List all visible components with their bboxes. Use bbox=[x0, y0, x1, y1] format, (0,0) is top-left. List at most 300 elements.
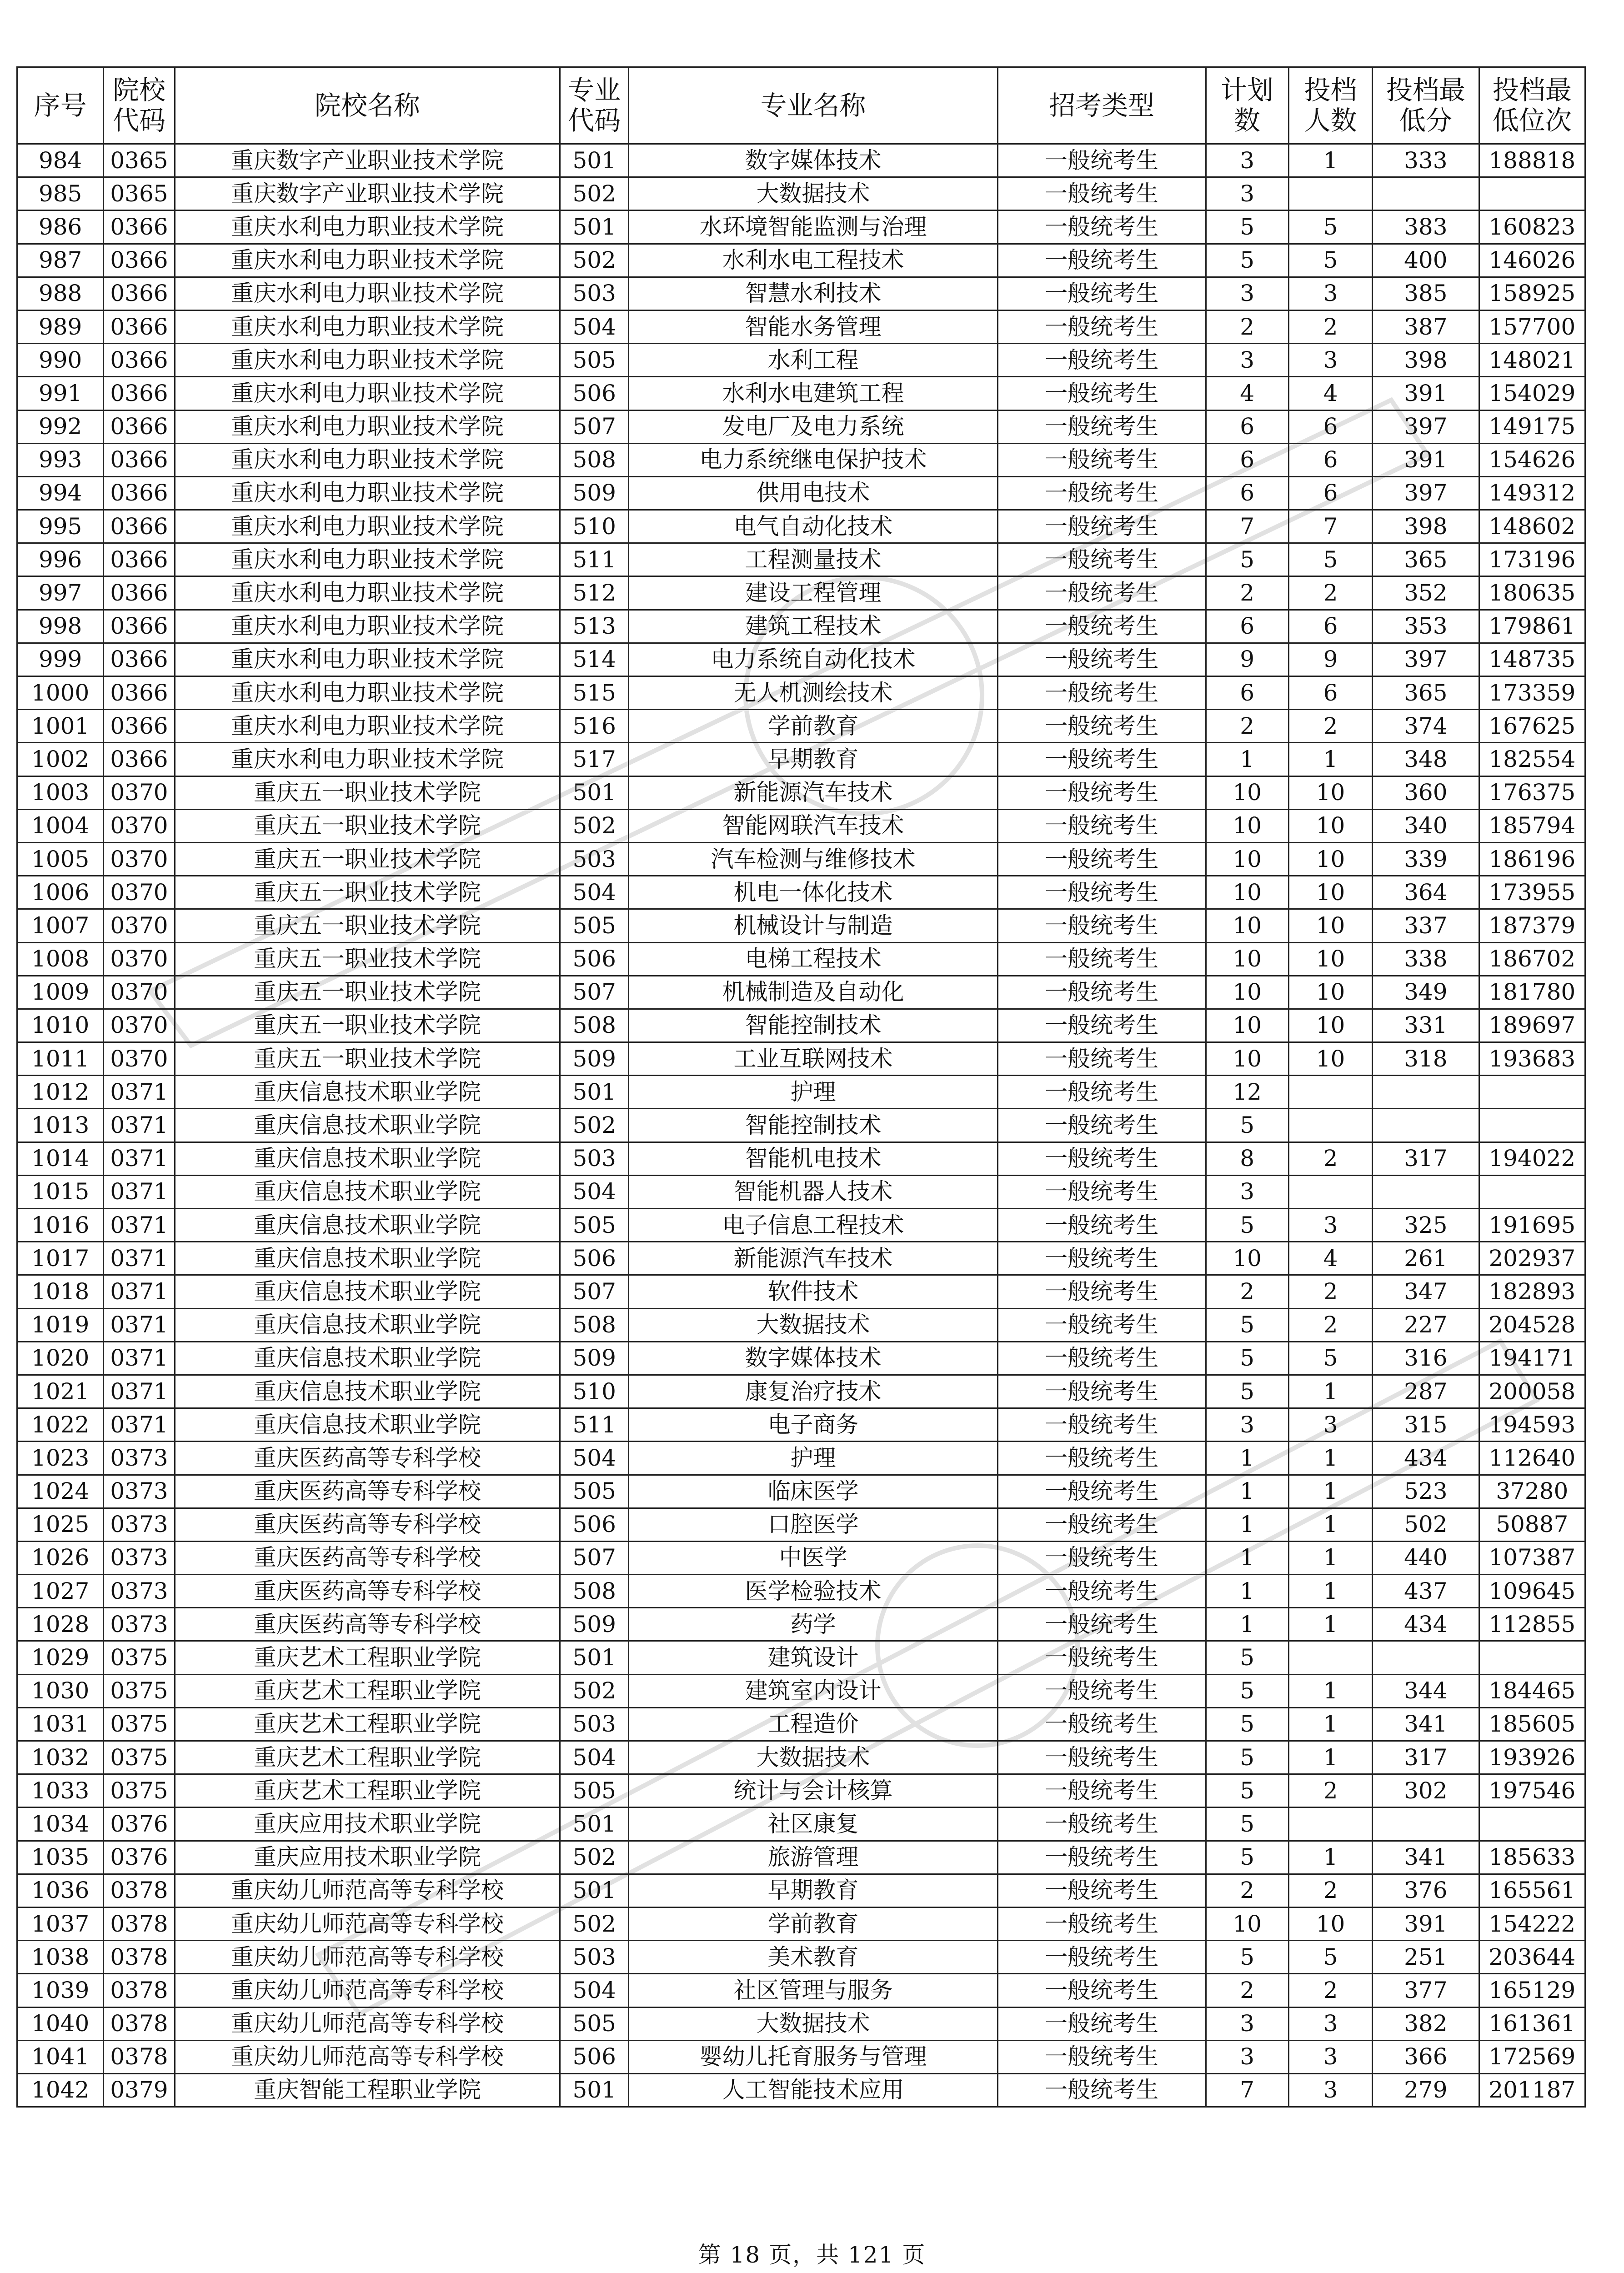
cell-school-code: 0370 bbox=[104, 909, 175, 942]
cell-school-name: 重庆水利电力职业技术学院 bbox=[175, 576, 560, 610]
table-row bbox=[17, 610, 1585, 643]
cell-major-code: 505 bbox=[560, 1209, 629, 1242]
cell-seq: 989 bbox=[17, 310, 104, 343]
cell-category: 一般统考生 bbox=[997, 1774, 1206, 1807]
cell-seq: 1026 bbox=[17, 1541, 104, 1574]
cell-category: 一般统考生 bbox=[997, 310, 1206, 343]
cell-major-name: 早期教育 bbox=[629, 743, 997, 776]
cell-seq: 1012 bbox=[17, 1076, 104, 1109]
cell-admitted: 2 bbox=[1288, 1142, 1372, 1175]
cell-admitted: 2 bbox=[1288, 1774, 1372, 1807]
cell-seq: 1000 bbox=[17, 676, 104, 710]
cell-major-name: 大数据技术 bbox=[629, 177, 997, 210]
cell-min-score: 397 bbox=[1373, 476, 1479, 510]
cell-major-name: 护理 bbox=[629, 1076, 997, 1109]
cell-school-name: 重庆五一职业技术学院 bbox=[175, 876, 560, 909]
cell-plan: 1 bbox=[1206, 1541, 1288, 1574]
cell-major-code: 504 bbox=[560, 1442, 629, 1475]
cell-seq: 1036 bbox=[17, 1874, 104, 1907]
cell-school-name: 重庆艺术工程职业学院 bbox=[175, 1741, 560, 1774]
cell-min-rank: 185605 bbox=[1479, 1707, 1585, 1741]
cell-min-score: 364 bbox=[1373, 876, 1479, 909]
cell-plan: 3 bbox=[1206, 1175, 1288, 1208]
cell-major-code: 504 bbox=[560, 310, 629, 343]
cell-major-code: 501 bbox=[560, 1641, 629, 1674]
cell-major-code: 508 bbox=[560, 1009, 629, 1042]
cell-min-score: 398 bbox=[1373, 510, 1479, 543]
header-school-name: 院校名称 bbox=[175, 67, 560, 144]
cell-category: 一般统考生 bbox=[997, 1209, 1206, 1242]
cell-category: 一般统考生 bbox=[997, 1275, 1206, 1308]
header-admitted: 投档人数 bbox=[1288, 67, 1372, 144]
cell-min-rank: 186196 bbox=[1479, 842, 1585, 876]
cell-min-rank: 176375 bbox=[1479, 776, 1585, 809]
cell-min-score: 387 bbox=[1373, 310, 1479, 343]
cell-seq: 997 bbox=[17, 576, 104, 610]
cell-category: 一般统考生 bbox=[997, 876, 1206, 909]
cell-seq: 984 bbox=[17, 144, 104, 177]
cell-school-code: 0371 bbox=[104, 1408, 175, 1442]
table-row bbox=[17, 1475, 1585, 1508]
cell-school-name: 重庆智能工程职业学院 bbox=[175, 2073, 560, 2107]
cell-seq: 998 bbox=[17, 610, 104, 643]
cell-category: 一般统考生 bbox=[997, 2007, 1206, 2040]
cell-major-code: 503 bbox=[560, 1707, 629, 1741]
cell-major-code: 510 bbox=[560, 510, 629, 543]
cell-min-rank: 154222 bbox=[1479, 1907, 1585, 1940]
cell-min-score: 352 bbox=[1373, 576, 1479, 610]
cell-major-code: 507 bbox=[560, 1541, 629, 1574]
cell-min-rank: 161361 bbox=[1479, 2007, 1585, 2040]
cell-category: 一般统考生 bbox=[997, 1707, 1206, 1741]
table-row bbox=[17, 1442, 1585, 1475]
cell-category: 一般统考生 bbox=[997, 2040, 1206, 2073]
cell-major-code: 506 bbox=[560, 377, 629, 410]
cell-category: 一般统考生 bbox=[997, 377, 1206, 410]
cell-seq: 1027 bbox=[17, 1575, 104, 1608]
cell-school-code: 0378 bbox=[104, 2007, 175, 2040]
cell-min-rank: 197546 bbox=[1479, 1774, 1585, 1807]
cell-major-name: 智能控制技术 bbox=[629, 1009, 997, 1042]
cell-seq: 1017 bbox=[17, 1242, 104, 1275]
cell-school-name: 重庆信息技术职业学院 bbox=[175, 1142, 560, 1175]
cell-plan: 6 bbox=[1206, 443, 1288, 476]
cell-min-rank: 189697 bbox=[1479, 1009, 1585, 1042]
cell-seq: 1016 bbox=[17, 1209, 104, 1242]
cell-school-name: 重庆艺术工程职业学院 bbox=[175, 1707, 560, 1741]
header-min-score: 投档最低分 bbox=[1373, 67, 1479, 144]
cell-major-code: 509 bbox=[560, 1342, 629, 1375]
cell-major-name: 供用电技术 bbox=[629, 476, 997, 510]
table-row bbox=[17, 776, 1585, 809]
cell-major-name: 统计与会计核算 bbox=[629, 1774, 997, 1807]
cell-category: 一般统考生 bbox=[997, 144, 1206, 177]
cell-admitted: 3 bbox=[1288, 1209, 1372, 1242]
cell-admitted: 1 bbox=[1288, 1674, 1372, 1707]
cell-min-rank: 193926 bbox=[1479, 1741, 1585, 1774]
cell-school-name: 重庆信息技术职业学院 bbox=[175, 1275, 560, 1308]
cell-school-name: 重庆医药高等专科学校 bbox=[175, 1508, 560, 1541]
cell-major-name: 临床医学 bbox=[629, 1475, 997, 1508]
cell-major-code: 501 bbox=[560, 1874, 629, 1907]
cell-admitted: 4 bbox=[1288, 377, 1372, 410]
cell-min-rank: 172569 bbox=[1479, 2040, 1585, 2073]
cell-school-name: 重庆信息技术职业学院 bbox=[175, 1175, 560, 1208]
cell-min-rank: 185633 bbox=[1479, 1841, 1585, 1874]
cell-category: 一般统考生 bbox=[997, 1375, 1206, 1408]
table-row bbox=[17, 1641, 1585, 1674]
cell-plan: 5 bbox=[1206, 1774, 1288, 1807]
cell-admitted bbox=[1288, 1109, 1372, 1142]
cell-min-rank: 194171 bbox=[1479, 1342, 1585, 1375]
cell-school-name: 重庆五一职业技术学院 bbox=[175, 776, 560, 809]
cell-min-rank: 149175 bbox=[1479, 410, 1585, 443]
cell-major-name: 建筑设计 bbox=[629, 1641, 997, 1674]
cell-major-code: 504 bbox=[560, 876, 629, 909]
cell-major-name: 工程测量技术 bbox=[629, 543, 997, 576]
cell-school-name: 重庆信息技术职业学院 bbox=[175, 1308, 560, 1342]
cell-major-code: 501 bbox=[560, 144, 629, 177]
cell-school-name: 重庆医药高等专科学校 bbox=[175, 1541, 560, 1574]
cell-min-rank: 185794 bbox=[1479, 809, 1585, 842]
cell-admitted: 1 bbox=[1288, 1707, 1372, 1741]
cell-category: 一般统考生 bbox=[997, 710, 1206, 743]
cell-seq: 1019 bbox=[17, 1308, 104, 1342]
cell-admitted: 5 bbox=[1288, 1941, 1372, 1974]
cell-admitted: 2 bbox=[1288, 1308, 1372, 1342]
cell-plan: 7 bbox=[1206, 510, 1288, 543]
cell-category: 一般统考生 bbox=[997, 1175, 1206, 1208]
cell-school-code: 0376 bbox=[104, 1841, 175, 1874]
cell-min-rank: 182893 bbox=[1479, 1275, 1585, 1308]
cell-category: 一般统考生 bbox=[997, 1974, 1206, 2007]
cell-min-score: 434 bbox=[1373, 1608, 1479, 1641]
cell-major-code: 508 bbox=[560, 1575, 629, 1608]
cell-min-score: 398 bbox=[1373, 344, 1479, 377]
cell-major-code: 512 bbox=[560, 576, 629, 610]
cell-school-name: 重庆水利电力职业技术学院 bbox=[175, 310, 560, 343]
cell-seq: 1031 bbox=[17, 1707, 104, 1741]
cell-min-rank: 149312 bbox=[1479, 476, 1585, 510]
cell-school-code: 0370 bbox=[104, 1009, 175, 1042]
cell-min-score: 227 bbox=[1373, 1308, 1479, 1342]
cell-major-code: 505 bbox=[560, 909, 629, 942]
cell-school-name: 重庆水利电力职业技术学院 bbox=[175, 510, 560, 543]
cell-min-rank: 157700 bbox=[1479, 310, 1585, 343]
cell-min-score: 287 bbox=[1373, 1375, 1479, 1408]
cell-major-name: 社区管理与服务 bbox=[629, 1974, 997, 2007]
cell-school-code: 0373 bbox=[104, 1475, 175, 1508]
cell-min-rank: 160823 bbox=[1479, 210, 1585, 244]
cell-major-name: 电子信息工程技术 bbox=[629, 1209, 997, 1242]
cell-admitted bbox=[1288, 1175, 1372, 1208]
cell-min-rank: 194022 bbox=[1479, 1142, 1585, 1175]
cell-major-name: 新能源汽车技术 bbox=[629, 776, 997, 809]
cell-min-score: 397 bbox=[1373, 410, 1479, 443]
cell-category: 一般统考生 bbox=[997, 1442, 1206, 1475]
cell-min-score: 341 bbox=[1373, 1707, 1479, 1741]
table-row bbox=[17, 1042, 1585, 1076]
cell-min-rank: 165129 bbox=[1479, 1974, 1585, 2007]
cell-seq: 1029 bbox=[17, 1641, 104, 1674]
cell-major-name: 学前教育 bbox=[629, 710, 997, 743]
cell-admitted: 2 bbox=[1288, 710, 1372, 743]
cell-school-code: 0366 bbox=[104, 576, 175, 610]
cell-min-score: 315 bbox=[1373, 1408, 1479, 1442]
cell-school-name: 重庆五一职业技术学院 bbox=[175, 842, 560, 876]
table-row bbox=[17, 1308, 1585, 1342]
cell-school-code: 0366 bbox=[104, 344, 175, 377]
cell-plan: 12 bbox=[1206, 1076, 1288, 1109]
cell-seq: 1008 bbox=[17, 942, 104, 976]
cell-category: 一般统考生 bbox=[997, 776, 1206, 809]
cell-school-code: 0371 bbox=[104, 1308, 175, 1342]
cell-plan: 10 bbox=[1206, 976, 1288, 1009]
cell-school-code: 0366 bbox=[104, 676, 175, 710]
cell-school-name: 重庆应用技术职业学院 bbox=[175, 1807, 560, 1841]
cell-school-name: 重庆水利电力职业技术学院 bbox=[175, 543, 560, 576]
cell-major-name: 口腔医学 bbox=[629, 1508, 997, 1541]
cell-admitted: 3 bbox=[1288, 1408, 1372, 1442]
cell-admitted: 2 bbox=[1288, 1974, 1372, 2007]
cell-major-code: 507 bbox=[560, 410, 629, 443]
cell-school-code: 0371 bbox=[104, 1209, 175, 1242]
table-row bbox=[17, 1608, 1585, 1641]
cell-min-rank bbox=[1479, 1109, 1585, 1142]
cell-admitted: 1 bbox=[1288, 1741, 1372, 1774]
cell-category: 一般统考生 bbox=[997, 1109, 1206, 1142]
cell-major-code: 502 bbox=[560, 809, 629, 842]
header-major-name: 专业名称 bbox=[629, 67, 997, 144]
cell-school-name: 重庆水利电力职业技术学院 bbox=[175, 743, 560, 776]
cell-school-name: 重庆幼儿师范高等专科学校 bbox=[175, 2007, 560, 2040]
cell-plan: 5 bbox=[1206, 1109, 1288, 1142]
cell-min-score: 391 bbox=[1373, 1907, 1479, 1940]
cell-major-name: 中医学 bbox=[629, 1541, 997, 1574]
cell-school-code: 0375 bbox=[104, 1641, 175, 1674]
cell-school-code: 0371 bbox=[104, 1076, 175, 1109]
cell-min-score: 397 bbox=[1373, 643, 1479, 676]
cell-min-rank: 148602 bbox=[1479, 510, 1585, 543]
cell-min-rank: 109645 bbox=[1479, 1575, 1585, 1608]
cell-plan: 2 bbox=[1206, 310, 1288, 343]
cell-major-code: 505 bbox=[560, 2007, 629, 2040]
cell-seq: 1037 bbox=[17, 1907, 104, 1940]
cell-min-score: 279 bbox=[1373, 2073, 1479, 2107]
cell-school-code: 0373 bbox=[104, 1541, 175, 1574]
cell-plan: 6 bbox=[1206, 410, 1288, 443]
cell-major-code: 505 bbox=[560, 1475, 629, 1508]
cell-major-name: 大数据技术 bbox=[629, 1308, 997, 1342]
cell-seq: 1018 bbox=[17, 1275, 104, 1308]
table-row bbox=[17, 1707, 1585, 1741]
cell-seq: 992 bbox=[17, 410, 104, 443]
cell-school-name: 重庆水利电力职业技术学院 bbox=[175, 210, 560, 244]
cell-major-code: 503 bbox=[560, 1941, 629, 1974]
cell-min-score: 348 bbox=[1373, 743, 1479, 776]
table-row bbox=[17, 710, 1585, 743]
cell-school-name: 重庆水利电力职业技术学院 bbox=[175, 643, 560, 676]
cell-major-name: 电梯工程技术 bbox=[629, 942, 997, 976]
table-row bbox=[17, 1109, 1585, 1142]
cell-school-name: 重庆信息技术职业学院 bbox=[175, 1242, 560, 1275]
cell-min-rank: 50887 bbox=[1479, 1508, 1585, 1541]
cell-school-name: 重庆艺术工程职业学院 bbox=[175, 1641, 560, 1674]
cell-min-score: 353 bbox=[1373, 610, 1479, 643]
cell-school-code: 0366 bbox=[104, 443, 175, 476]
cell-min-rank: 165561 bbox=[1479, 1874, 1585, 1907]
cell-min-rank: 112855 bbox=[1479, 1608, 1585, 1641]
cell-major-code: 515 bbox=[560, 676, 629, 710]
table-row bbox=[17, 310, 1585, 343]
cell-admitted: 1 bbox=[1288, 1375, 1372, 1408]
cell-admitted: 10 bbox=[1288, 809, 1372, 842]
cell-min-rank: 188818 bbox=[1479, 144, 1585, 177]
cell-admitted: 10 bbox=[1288, 909, 1372, 942]
cell-admitted: 2 bbox=[1288, 310, 1372, 343]
cell-plan: 10 bbox=[1206, 1042, 1288, 1076]
cell-plan: 10 bbox=[1206, 809, 1288, 842]
cell-category: 一般统考生 bbox=[997, 1741, 1206, 1774]
table-row bbox=[17, 1874, 1585, 1907]
cell-plan: 2 bbox=[1206, 710, 1288, 743]
admission-table bbox=[16, 66, 1586, 2108]
cell-min-score: 339 bbox=[1373, 842, 1479, 876]
cell-major-code: 502 bbox=[560, 1841, 629, 1874]
cell-admitted: 5 bbox=[1288, 1342, 1372, 1375]
cell-category: 一般统考生 bbox=[997, 942, 1206, 976]
cell-min-rank: 186702 bbox=[1479, 942, 1585, 976]
cell-plan: 10 bbox=[1206, 1907, 1288, 1940]
cell-min-score: 434 bbox=[1373, 1442, 1479, 1475]
cell-major-name: 智慧水利技术 bbox=[629, 277, 997, 310]
cell-seq: 1009 bbox=[17, 976, 104, 1009]
cell-admitted: 3 bbox=[1288, 2007, 1372, 2040]
cell-school-code: 0370 bbox=[104, 842, 175, 876]
cell-school-name: 重庆水利电力职业技术学院 bbox=[175, 377, 560, 410]
cell-admitted: 4 bbox=[1288, 1242, 1372, 1275]
table-row bbox=[17, 1674, 1585, 1707]
table-row bbox=[17, 1408, 1585, 1442]
cell-seq: 991 bbox=[17, 377, 104, 410]
cell-min-score: 523 bbox=[1373, 1475, 1479, 1508]
cell-plan: 10 bbox=[1206, 876, 1288, 909]
cell-school-name: 重庆五一职业技术学院 bbox=[175, 909, 560, 942]
cell-major-name: 早期教育 bbox=[629, 1874, 997, 1907]
cell-major-code: 501 bbox=[560, 2073, 629, 2107]
cell-min-score: 502 bbox=[1373, 1508, 1479, 1541]
table-row bbox=[17, 1541, 1585, 1574]
cell-plan: 3 bbox=[1206, 177, 1288, 210]
cell-seq: 1001 bbox=[17, 710, 104, 743]
cell-school-code: 0375 bbox=[104, 1774, 175, 1807]
table-row bbox=[17, 377, 1585, 410]
table-row bbox=[17, 2073, 1585, 2107]
cell-admitted: 2 bbox=[1288, 1275, 1372, 1308]
cell-school-code: 0370 bbox=[104, 809, 175, 842]
cell-category: 一般统考生 bbox=[997, 443, 1206, 476]
cell-school-code: 0371 bbox=[104, 1109, 175, 1142]
cell-min-score: 318 bbox=[1373, 1042, 1479, 1076]
cell-major-name: 大数据技术 bbox=[629, 1741, 997, 1774]
cell-admitted: 10 bbox=[1288, 942, 1372, 976]
cell-min-score: 316 bbox=[1373, 1342, 1479, 1375]
cell-school-name: 重庆幼儿师范高等专科学校 bbox=[175, 1941, 560, 1974]
cell-admitted: 10 bbox=[1288, 1009, 1372, 1042]
table-header-row bbox=[17, 67, 1585, 144]
cell-plan: 3 bbox=[1206, 344, 1288, 377]
cell-plan: 5 bbox=[1206, 1941, 1288, 1974]
header-seq: 序号 bbox=[17, 67, 104, 144]
cell-plan: 3 bbox=[1206, 144, 1288, 177]
cell-seq: 1015 bbox=[17, 1175, 104, 1208]
cell-seq: 1034 bbox=[17, 1807, 104, 1841]
cell-min-score: 382 bbox=[1373, 2007, 1479, 2040]
table-row bbox=[17, 1242, 1585, 1275]
cell-plan: 6 bbox=[1206, 476, 1288, 510]
cell-min-score: 391 bbox=[1373, 443, 1479, 476]
table-row bbox=[17, 1508, 1585, 1541]
cell-major-name: 机械设计与制造 bbox=[629, 909, 997, 942]
cell-seq: 1010 bbox=[17, 1009, 104, 1042]
table-row bbox=[17, 1009, 1585, 1042]
cell-major-name: 无人机测绘技术 bbox=[629, 676, 997, 710]
cell-major-name: 建设工程管理 bbox=[629, 576, 997, 610]
cell-major-code: 506 bbox=[560, 1242, 629, 1275]
cell-plan: 1 bbox=[1206, 1508, 1288, 1541]
cell-school-code: 0378 bbox=[104, 1941, 175, 1974]
cell-min-score: 383 bbox=[1373, 210, 1479, 244]
cell-major-code: 511 bbox=[560, 543, 629, 576]
cell-category: 一般统考生 bbox=[997, 643, 1206, 676]
cell-category: 一般统考生 bbox=[997, 510, 1206, 543]
table-row bbox=[17, 1375, 1585, 1408]
table-row bbox=[17, 1941, 1585, 1974]
cell-admitted: 3 bbox=[1288, 2040, 1372, 2073]
cell-seq: 1035 bbox=[17, 1841, 104, 1874]
header-major-code: 专业代码 bbox=[560, 67, 629, 144]
cell-category: 一般统考生 bbox=[997, 809, 1206, 842]
cell-admitted: 1 bbox=[1288, 1541, 1372, 1574]
cell-plan: 10 bbox=[1206, 942, 1288, 976]
cell-min-score bbox=[1373, 1175, 1479, 1208]
cell-min-score: 366 bbox=[1373, 2040, 1479, 2073]
table-row bbox=[17, 643, 1585, 676]
cell-admitted: 5 bbox=[1288, 210, 1372, 244]
cell-min-score: 365 bbox=[1373, 676, 1479, 710]
cell-seq: 1004 bbox=[17, 809, 104, 842]
cell-school-name: 重庆信息技术职业学院 bbox=[175, 1109, 560, 1142]
cell-min-rank: 173359 bbox=[1479, 676, 1585, 710]
cell-category: 一般统考生 bbox=[997, 1874, 1206, 1907]
cell-school-name: 重庆幼儿师范高等专科学校 bbox=[175, 2040, 560, 2073]
cell-plan: 10 bbox=[1206, 776, 1288, 809]
table-row bbox=[17, 1575, 1585, 1608]
cell-school-name: 重庆五一职业技术学院 bbox=[175, 809, 560, 842]
cell-plan: 1 bbox=[1206, 1575, 1288, 1608]
cell-category: 一般统考生 bbox=[997, 177, 1206, 210]
cell-seq: 1041 bbox=[17, 2040, 104, 2073]
cell-min-score bbox=[1373, 1807, 1479, 1841]
cell-category: 一般统考生 bbox=[997, 476, 1206, 510]
cell-school-code: 0370 bbox=[104, 942, 175, 976]
cell-min-score: 377 bbox=[1373, 1974, 1479, 2007]
table-row bbox=[17, 976, 1585, 1009]
cell-plan: 10 bbox=[1206, 842, 1288, 876]
cell-major-code: 514 bbox=[560, 643, 629, 676]
table-row bbox=[17, 1275, 1585, 1308]
cell-major-name: 社区康复 bbox=[629, 1807, 997, 1841]
